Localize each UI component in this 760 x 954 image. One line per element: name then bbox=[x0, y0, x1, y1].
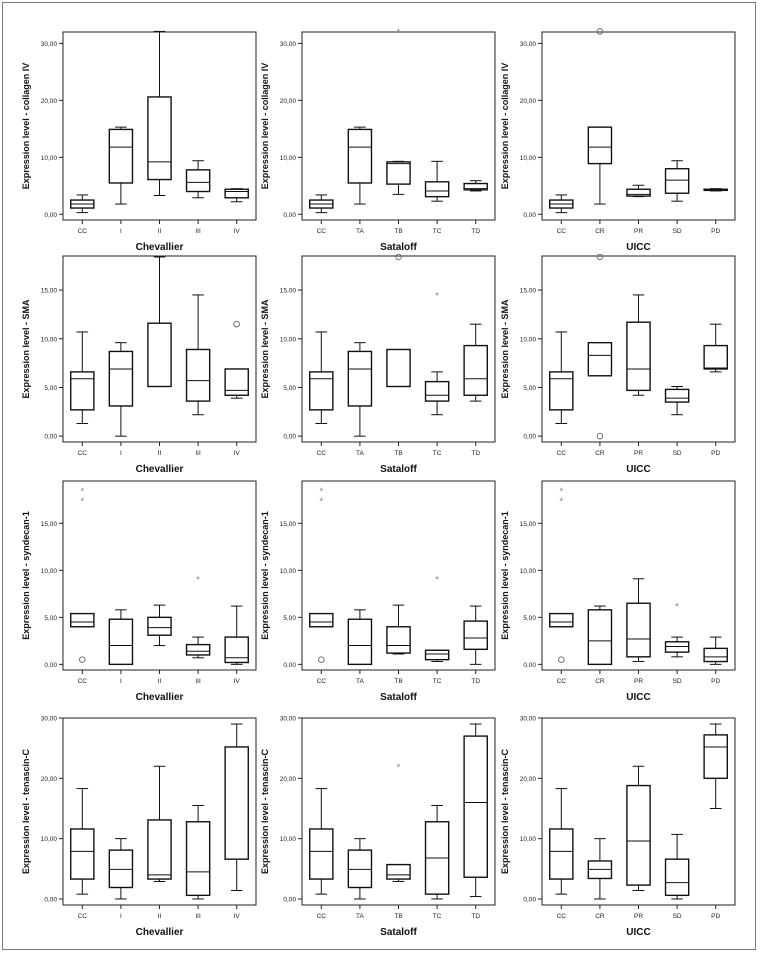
y-tick-label: 15,00 bbox=[279, 520, 296, 528]
box-body bbox=[310, 614, 333, 627]
x-tick-label: PR bbox=[633, 913, 644, 920]
x-tick-label: CC bbox=[77, 913, 87, 920]
box-body bbox=[225, 747, 248, 859]
x-tick-label: IV bbox=[233, 228, 240, 235]
x-axis-label: Sataloff bbox=[380, 692, 417, 703]
chart-panel bbox=[500, 716, 735, 939]
box bbox=[71, 614, 94, 627]
box-body bbox=[148, 820, 171, 879]
x-tick-label: TB bbox=[394, 678, 403, 685]
y-tick-label: 20,00 bbox=[279, 97, 296, 105]
x-tick-label: II bbox=[157, 228, 162, 235]
box-body bbox=[704, 346, 727, 369]
x-tick-label: TA bbox=[355, 913, 364, 920]
y-tick-label: 30,00 bbox=[519, 40, 536, 48]
y-axis-label: Expression level - tenascin-C bbox=[260, 748, 270, 875]
box-body bbox=[464, 621, 487, 649]
y-tick-label: 20,00 bbox=[279, 775, 296, 783]
box bbox=[426, 650, 449, 661]
y-tick-label: 5,00 bbox=[44, 384, 57, 392]
box-body bbox=[387, 865, 410, 879]
box-body bbox=[71, 372, 94, 410]
box-body bbox=[109, 351, 132, 406]
y-tick-label: 0,00 bbox=[523, 661, 536, 669]
x-axis-label: Sataloff bbox=[380, 464, 417, 475]
y-axis-label: Expression level - collagen IV bbox=[260, 62, 270, 190]
x-tick-label: SD bbox=[672, 450, 682, 457]
outlier-marker: * bbox=[196, 574, 201, 586]
x-tick-label: TD bbox=[471, 678, 481, 685]
box-body bbox=[148, 323, 171, 386]
box-body bbox=[666, 169, 689, 193]
box-body bbox=[704, 735, 727, 778]
box-body bbox=[704, 648, 727, 661]
chart-panel bbox=[260, 27, 495, 253]
x-tick-label: TC bbox=[432, 913, 442, 920]
box-body bbox=[588, 127, 611, 163]
box-body bbox=[187, 645, 210, 655]
x-tick-label: TA bbox=[355, 450, 364, 457]
x-tick-label: CR bbox=[595, 913, 605, 920]
y-tick-label: 10,00 bbox=[519, 836, 536, 844]
y-axis-label: Expression level - SMA bbox=[21, 299, 31, 399]
box-body bbox=[71, 614, 94, 627]
box-body bbox=[225, 637, 248, 662]
chart-panel bbox=[260, 481, 495, 703]
box-body bbox=[550, 614, 573, 627]
y-axis-label: Expression level - tenascin-C bbox=[21, 748, 31, 875]
y-tick-label: 0,00 bbox=[283, 211, 296, 219]
box-body bbox=[666, 859, 689, 895]
x-tick-label: III bbox=[195, 678, 201, 685]
box-body bbox=[464, 346, 487, 396]
chart-panel bbox=[260, 254, 495, 475]
box-body bbox=[627, 189, 650, 196]
y-tick-label: 0,00 bbox=[523, 896, 536, 904]
y-axis-label: Expression level - SMA bbox=[500, 299, 510, 399]
y-axis-label: Expression level - tenascin-C bbox=[500, 748, 510, 875]
y-tick-label: 20,00 bbox=[519, 775, 536, 783]
x-tick-label: SD bbox=[672, 913, 682, 920]
box-body bbox=[426, 382, 449, 401]
x-tick-label: II bbox=[157, 678, 162, 685]
x-tick-label: CC bbox=[77, 450, 87, 457]
x-tick-label: TB bbox=[394, 450, 403, 457]
outlier-marker: * bbox=[396, 27, 401, 39]
y-tick-label: 20,00 bbox=[40, 775, 57, 783]
box-body bbox=[387, 627, 410, 653]
x-axis-label: Chevallier bbox=[135, 692, 184, 703]
y-tick-label: 10,00 bbox=[40, 336, 57, 344]
outlier-marker: * bbox=[319, 496, 324, 508]
x-axis-label: Chevallier bbox=[135, 464, 184, 475]
box-body bbox=[148, 617, 171, 635]
y-tick-label: 15,00 bbox=[519, 287, 536, 295]
x-tick-label: TA bbox=[355, 228, 364, 235]
box-body bbox=[588, 610, 611, 665]
box bbox=[627, 766, 650, 890]
x-tick-label: CC bbox=[556, 450, 566, 457]
chart-panel bbox=[260, 716, 495, 939]
y-tick-label: 15,00 bbox=[279, 287, 296, 295]
box-body bbox=[348, 351, 371, 406]
box-body bbox=[109, 619, 132, 664]
x-tick-label: I bbox=[119, 450, 122, 457]
x-axis-label: Chevallier bbox=[135, 242, 184, 253]
x-tick-label: I bbox=[119, 913, 122, 920]
x-tick-label: TC bbox=[432, 228, 442, 235]
x-tick-label: TD bbox=[471, 450, 481, 457]
x-tick-label: TD bbox=[471, 228, 481, 235]
x-axis-label: Sataloff bbox=[380, 242, 417, 253]
x-tick-label: CC bbox=[316, 913, 326, 920]
y-tick-label: 10,00 bbox=[519, 336, 536, 344]
y-tick-label: 0,00 bbox=[44, 211, 57, 219]
y-axis-label: Expression level - syndecan-1 bbox=[260, 511, 270, 640]
box bbox=[225, 369, 248, 398]
x-axis-label: UICC bbox=[626, 692, 651, 703]
x-tick-label: CC bbox=[556, 913, 566, 920]
box-body bbox=[550, 372, 573, 410]
box-body bbox=[464, 736, 487, 877]
x-tick-label: PD bbox=[711, 450, 721, 457]
y-axis-label: Expression level - collagen IV bbox=[21, 62, 31, 190]
box bbox=[550, 614, 573, 627]
y-tick-label: 10,00 bbox=[279, 836, 296, 844]
y-axis-label: Expression level - syndecan-1 bbox=[500, 511, 510, 640]
box-body bbox=[550, 829, 573, 879]
x-tick-label: PR bbox=[633, 228, 644, 235]
box bbox=[387, 865, 410, 882]
box-body bbox=[666, 389, 689, 402]
y-tick-label: 5,00 bbox=[283, 614, 296, 622]
box-body bbox=[627, 786, 650, 886]
box-body bbox=[348, 129, 371, 183]
y-tick-label: 15,00 bbox=[40, 287, 57, 295]
y-tick-label: 20,00 bbox=[519, 97, 536, 105]
box-body bbox=[387, 349, 410, 386]
box bbox=[310, 614, 333, 627]
y-tick-label: 10,00 bbox=[279, 336, 296, 344]
y-tick-label: 0,00 bbox=[44, 661, 57, 669]
box-body bbox=[310, 829, 333, 879]
x-axis-label: Sataloff bbox=[380, 927, 417, 938]
box-body bbox=[348, 619, 371, 664]
y-tick-label: 10,00 bbox=[40, 567, 57, 575]
y-tick-label: 0,00 bbox=[523, 211, 536, 219]
x-tick-label: CC bbox=[316, 228, 326, 235]
y-tick-label: 5,00 bbox=[44, 614, 57, 622]
x-tick-label: TB bbox=[394, 228, 403, 235]
box bbox=[464, 724, 487, 897]
x-tick-label: TD bbox=[471, 913, 481, 920]
y-tick-label: 30,00 bbox=[279, 40, 296, 48]
box-body bbox=[627, 603, 650, 657]
y-axis-label: Expression level - SMA bbox=[260, 299, 270, 399]
y-tick-label: 20,00 bbox=[40, 97, 57, 105]
chart-panel bbox=[21, 256, 256, 475]
box-body bbox=[71, 829, 94, 879]
box-body bbox=[187, 349, 210, 401]
box-body bbox=[225, 189, 248, 198]
x-tick-label: TB bbox=[394, 913, 403, 920]
y-tick-label: 10,00 bbox=[279, 154, 296, 162]
x-tick-label: CR bbox=[595, 450, 605, 457]
x-tick-label: TC bbox=[432, 678, 442, 685]
x-tick-label: CR bbox=[595, 228, 605, 235]
box-body bbox=[109, 850, 132, 887]
box-body bbox=[588, 343, 611, 376]
outlier-marker: * bbox=[80, 486, 85, 498]
box-body bbox=[627, 322, 650, 390]
x-tick-label: I bbox=[119, 228, 122, 235]
x-tick-label: III bbox=[195, 450, 201, 457]
x-axis-label: UICC bbox=[626, 242, 651, 253]
box-body bbox=[426, 182, 449, 197]
outlier-marker: * bbox=[319, 486, 324, 498]
chart-panel bbox=[500, 254, 735, 475]
x-tick-label: CC bbox=[556, 678, 566, 685]
box-body bbox=[387, 162, 410, 184]
y-tick-label: 0,00 bbox=[283, 661, 296, 669]
box-body bbox=[187, 170, 210, 192]
x-axis-label: UICC bbox=[626, 927, 651, 938]
y-tick-label: 30,00 bbox=[40, 715, 57, 723]
x-axis-label: Chevallier bbox=[135, 927, 184, 938]
x-tick-label: II bbox=[157, 450, 162, 457]
y-tick-label: 10,00 bbox=[279, 567, 296, 575]
x-tick-label: III bbox=[195, 228, 201, 235]
x-tick-label: III bbox=[195, 913, 201, 920]
chart-panel bbox=[21, 31, 256, 253]
outlier-marker: * bbox=[435, 290, 440, 302]
x-tick-label: IV bbox=[233, 913, 240, 920]
chart-panel bbox=[21, 716, 256, 939]
x-tick-label: PD bbox=[711, 228, 721, 235]
chart-panel bbox=[500, 29, 735, 253]
y-tick-label: 0,00 bbox=[523, 433, 536, 441]
y-tick-label: 10,00 bbox=[519, 154, 536, 162]
box-body bbox=[348, 850, 371, 887]
box-body bbox=[426, 650, 449, 659]
y-tick-label: 0,00 bbox=[44, 433, 57, 441]
x-tick-label: TC bbox=[432, 450, 442, 457]
x-tick-label: CC bbox=[556, 228, 566, 235]
x-tick-label: PR bbox=[633, 450, 644, 457]
y-tick-label: 0,00 bbox=[283, 433, 296, 441]
y-tick-label: 10,00 bbox=[40, 154, 57, 162]
x-tick-label: SD bbox=[672, 678, 682, 685]
y-tick-label: 5,00 bbox=[283, 384, 296, 392]
outlier-marker: * bbox=[435, 574, 440, 586]
x-tick-label: CC bbox=[77, 678, 87, 685]
y-axis-label: Expression level - syndecan-1 bbox=[21, 511, 31, 640]
x-tick-label: IV bbox=[233, 450, 240, 457]
x-tick-label: PD bbox=[711, 913, 721, 920]
y-tick-label: 5,00 bbox=[523, 614, 536, 622]
box bbox=[588, 606, 611, 664]
outlier-marker: * bbox=[675, 602, 680, 614]
x-tick-label: II bbox=[157, 913, 162, 920]
outlier-marker: * bbox=[559, 496, 564, 508]
x-tick-label: PD bbox=[711, 678, 721, 685]
chart-panel bbox=[500, 481, 735, 703]
box bbox=[387, 349, 410, 386]
outlier-marker: * bbox=[396, 762, 401, 774]
x-tick-label: IV bbox=[233, 678, 240, 685]
x-axis-label: UICC bbox=[626, 464, 651, 475]
y-tick-label: 0,00 bbox=[44, 896, 57, 904]
x-tick-label: PR bbox=[633, 678, 644, 685]
outlier-marker: * bbox=[80, 496, 85, 508]
y-axis-label: Expression level - collagen IV bbox=[500, 62, 510, 190]
x-tick-label: CC bbox=[316, 678, 326, 685]
y-tick-label: 30,00 bbox=[519, 715, 536, 723]
chart-panel bbox=[21, 481, 256, 703]
y-tick-label: 30,00 bbox=[40, 40, 57, 48]
box-body bbox=[109, 129, 132, 183]
x-tick-label: CC bbox=[316, 450, 326, 457]
x-tick-label: TA bbox=[355, 678, 364, 685]
outlier-marker: * bbox=[559, 486, 564, 498]
box bbox=[588, 343, 611, 376]
box-body bbox=[187, 822, 210, 896]
y-tick-label: 0,00 bbox=[283, 896, 296, 904]
box-body bbox=[310, 372, 333, 410]
y-tick-label: 10,00 bbox=[40, 836, 57, 844]
x-tick-label: CC bbox=[77, 228, 87, 235]
box-body bbox=[225, 369, 248, 395]
y-tick-label: 5,00 bbox=[523, 384, 536, 392]
y-tick-label: 15,00 bbox=[40, 520, 57, 528]
y-tick-label: 15,00 bbox=[519, 520, 536, 528]
box bbox=[704, 189, 727, 191]
x-tick-label: I bbox=[119, 678, 122, 685]
y-tick-label: 30,00 bbox=[279, 715, 296, 723]
y-tick-label: 10,00 bbox=[519, 567, 536, 575]
x-tick-label: CR bbox=[595, 678, 605, 685]
box-body bbox=[148, 97, 171, 180]
x-tick-label: SD bbox=[672, 228, 682, 235]
